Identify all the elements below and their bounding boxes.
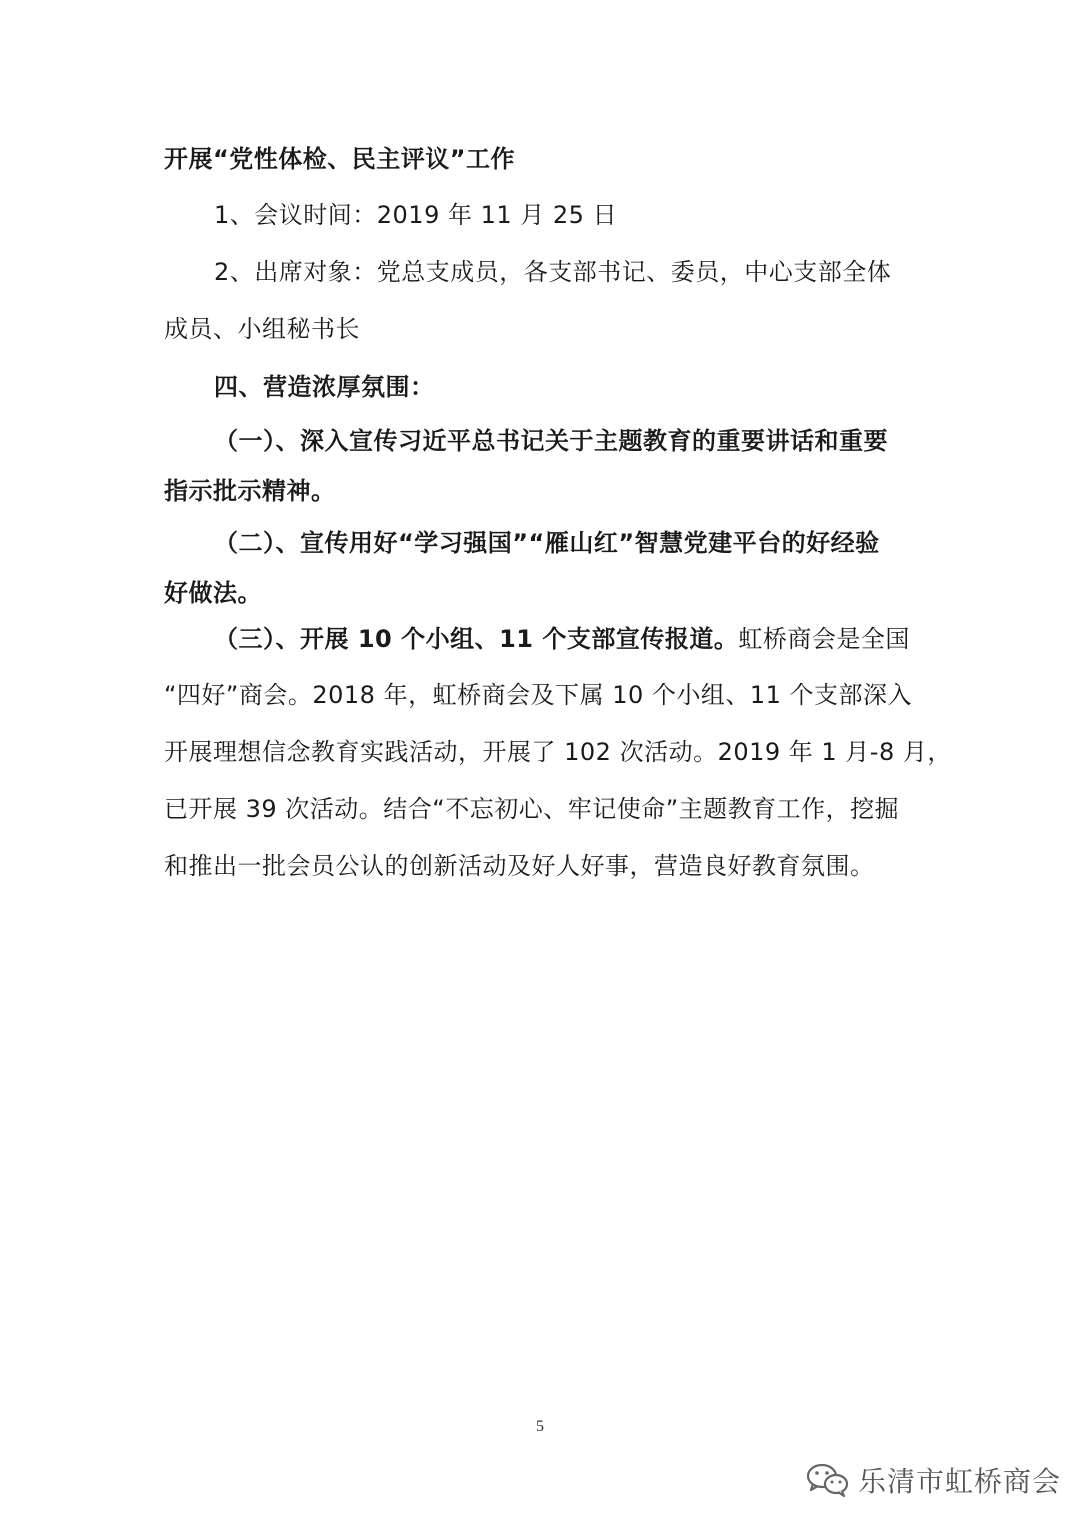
page-number: 5 bbox=[536, 1418, 544, 1435]
meeting-time: 1、会议时间：2019 年 11 月 25 日 bbox=[214, 201, 618, 229]
attendees-line-2: 成员、小组秘书长 bbox=[164, 315, 360, 343]
item-three-line-4: 已开展 39 次活动。结合“不忘初心、牢记使命”主题教育工作，挖掘 bbox=[164, 795, 900, 823]
item-three-line-1 bbox=[214, 622, 974, 656]
item-two-line-1: （二）、宣传用好“学习强国”“雁山红”智慧党建平台的好经验 bbox=[214, 529, 880, 557]
item-one-line-1: （一）、深入宣传习近平总书记关于主题教育的重要讲话和重要 bbox=[214, 427, 888, 455]
wechat-watermark bbox=[806, 1458, 1061, 1502]
item-two-line-2: 好做法。 bbox=[164, 579, 262, 607]
item-three-heading: （三）、开展 10 个小组、11 个支部宣传报道。 bbox=[214, 625, 739, 653]
section-heading-review: 开展“党性体检、民主评议”工作 bbox=[164, 145, 516, 173]
item-one-line-2: 指示批示精神。 bbox=[164, 477, 336, 505]
item-three-line-2: “四好”商会。2018 年，虹桥商会及下属 10 个小组、11 个支部深入 bbox=[164, 681, 913, 709]
wechat-icon bbox=[806, 1462, 850, 1498]
item-three-line-5: 和推出一批会员公认的创新活动及好人好事，营造良好教育氛围。 bbox=[164, 852, 875, 880]
attendees-line-1: 2、出席对象：党总支成员，各支部书记、委员，中心支部全体 bbox=[214, 258, 892, 286]
item-three-intro: 虹桥商会是全国 bbox=[738, 625, 910, 653]
item-three-line-3: 开展理想信念教育实践活动，开展了 102 次活动。2019 年 1 月-8 月， bbox=[164, 738, 952, 766]
watermark-text: 乐清市虹桥商会 bbox=[858, 1465, 1062, 1498]
section-heading-atmosphere: 四、营造浓厚氛围： bbox=[214, 373, 435, 401]
